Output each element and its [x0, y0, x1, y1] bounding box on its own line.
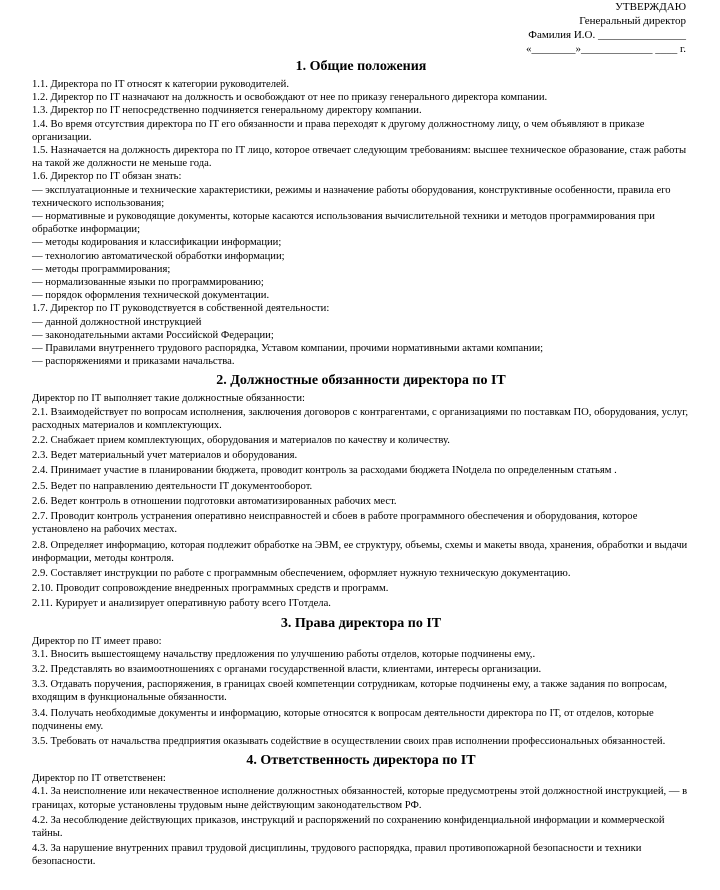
section-paragraph: 2.9. Составляет инструкции по работе с программным обеспечением, оформляет нужную техническую документацию. — [32, 567, 571, 579]
section-paragraph: Директор по IT ответственен: — [32, 773, 166, 785]
section-paragraph: Директор по IT выполняет такие должностные обязанности: — [32, 393, 305, 405]
approval-block — [32, 0, 690, 56]
section-paragraph: — нормативные и руководящие документы, которые касаются использования вычислительной техники и методов программирования при обработке информации; — [32, 211, 655, 236]
section-paragraph: — технологию автоматической обработки информации; — [32, 250, 285, 262]
section-paragraph: 1.5. Назначается на должность директора по IT лицо, которое отвечает следующим требованиям: высшее техническое образование, стаж работы на такой же должности не меньше года. — [32, 145, 687, 170]
section-title: 2. Должностные обязанности директора по IT — [216, 373, 506, 389]
section-paragraph: — данной должностной инструкцией — [32, 316, 202, 328]
section-paragraph: 2.7. Проводит контроль устранения оперативно неисправностей и сбоев в работе программного обеспечения и оборудования, которое установлено на рабочих местах. — [32, 511, 638, 536]
section-paragraph: 1.1. Директора по IT относят к категории руководителей. — [32, 79, 289, 90]
section-paragraph: — эксплуатационные и технические характеристики, режимы и назначение работы оборудования, конструктивные особенности, правила его технического использования; — [32, 184, 671, 209]
document-body — [32, 58, 690, 869]
section-paragraph: — Правилами внутреннего трудового распорядка, Уставом компании, прочими нормативными актами компании; — [32, 343, 544, 355]
section-1 — [32, 58, 690, 368]
section-paragraph: 2.6. Ведет контроль в отношении подготовки автоматизированных рабочих мест. — [32, 495, 397, 507]
section-paragraph: 2.8. Определяет информацию, которая подлежит обработке на ЭВМ, ее структуру, объемы, схемы и макеты ввода, хранения, обработки и выдачи информации, методы контроля. — [32, 539, 688, 564]
section-paragraph: 2.11. Курирует и анализирует оперативную работу всего ITотдела. — [32, 598, 331, 610]
section-4 — [32, 752, 690, 868]
section-paragraph: 1.7. Директор по IT руководствуется в собственной деятельности: — [32, 303, 330, 315]
section-paragraph: — законодательными актами Российской Федерации; — [32, 329, 274, 341]
section-paragraph: — распоряжениями и приказами начальства. — [32, 356, 235, 368]
section-title: 4. Ответственность директора по IT — [246, 753, 476, 769]
approval-position: Генеральный директор — [579, 15, 686, 27]
section-paragraph: 2.2. Снабжает прием комплектующих, оборудования и материалов по качеству и количеству. — [32, 435, 450, 447]
section-paragraph: 2.3. Ведет материальный учет материалов и оборудования. — [32, 450, 298, 462]
section-paragraph: Директор по IT имеет право: — [32, 635, 162, 647]
section-paragraph: 3.5. Требовать от начальства предприятия оказывать содействие в осуществлении своих прав исполнении профессиональных обязанностей. — [32, 735, 666, 747]
approval-heading: УТВЕРЖДАЮ — [615, 1, 686, 13]
section-paragraph: — методы программирования; — [32, 263, 171, 275]
document-page — [32, 0, 690, 871]
approval-name-line: Фамилия И.О. ________________ — [528, 29, 686, 41]
section-paragraph: 2.4. Принимает участие в планировании бюджета, проводит контроль за расходами бюджета INotдела по определенным статьям . — [32, 465, 617, 477]
approval-date-line: «________»_____________ ____ г. — [525, 43, 686, 55]
section-paragraph: — порядок оформления технической документации. — [32, 290, 270, 302]
section-paragraph: 4.1. За неисполнение или некачественное исполнение должностных обязанностей, которые предусмотрены этой должностной инструкцией, — в границах, которые установлены трудовым ныне действующим законодательством РФ. — [32, 786, 688, 811]
section-title: 1. Общие положения — [295, 59, 427, 74]
section-paragraph: 4.3. За нарушение внутренних правил трудовой дисциплины, трудового распорядка, правил противопожарной безопасности и техники безопасности. — [32, 843, 642, 868]
section-paragraph: 3.3. Отдавать поручения, распоряжения, в границах своей компетенции сотрудникам, которые подчинены ему, а также задания по вопросам, входящим в функциональные обязанности. — [32, 679, 668, 704]
section-paragraph: 1.4. Во время отсутствия директора по IT его обязанности и права переходят к другому должностному лицу, о чем объявляют в приказе организации. — [32, 118, 645, 143]
section-paragraph: 4.2. За несоблюдение действующих приказов, инструкций и распоряжений по сохранению конфиденциальной информации и коммерческой тайны. — [32, 814, 665, 839]
section-paragraph: — нормализованные языки по программированию; — [32, 277, 264, 289]
section-paragraph: 3.2. Представлять во взаимоотношениях с органами государственной власти, клиентами, интересы организации. — [32, 663, 542, 675]
section-paragraph: 2.5. Ведет по направлению деятельности IT документооборот. — [32, 480, 313, 492]
section-paragraph: 1.6. Директор по IT обязан знать: — [32, 171, 182, 183]
section-paragraph: 2.1. Взаимодействует по вопросам исполнения, заключения договоров с контрагентами, с организациями по поставкам ПО, оборудования, услуг, расходных материалов и комплектующих. — [32, 406, 688, 431]
section-title: 3. Права директора по IT — [280, 615, 442, 631]
section-paragraph: 3.1. Вносить вышестоящему начальству предложения по улучшению работы отделов, которые подчинены ему,. — [32, 648, 536, 660]
section-paragraph: 1.2. Директор по IT назначают на должность и освобождают от нее по приказу генерального директора компании. — [32, 92, 548, 104]
section-paragraph: 1.3. Директор по IT непосредственно подчиняется генеральному директору компании. — [32, 105, 422, 117]
section-3 — [32, 615, 690, 749]
section-paragraph: — методы кодирования и классификации информации; — [32, 237, 282, 249]
section-paragraph: 3.4. Получать необходимые документы и информацию, которые относятся к вопросам деятельности директора по IT, от отделов, которые подчинены ему. — [32, 707, 654, 732]
section-2 — [32, 372, 690, 610]
section-paragraph: 2.10. Проводит сопровождение внедренных программных средств и программ. — [32, 583, 389, 595]
